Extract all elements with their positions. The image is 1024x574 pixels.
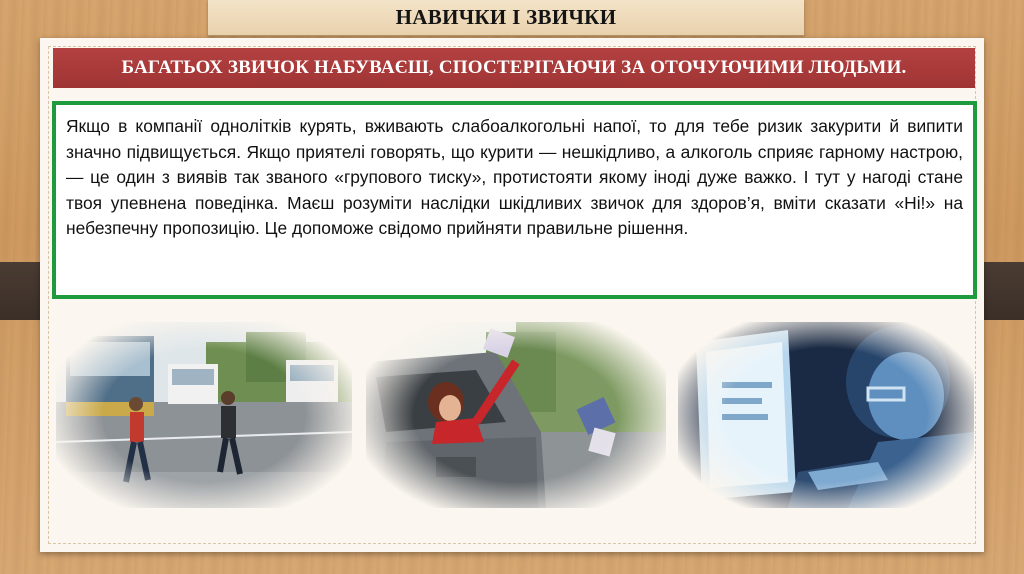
- slide-subtitle: БАГАТЬОХ ЗВИЧОК НАБУВАЄШ, СПОСТЕРІГАЮЧИ ЗА ОТОЧУЮЧИМИ ЛЮДЬМИ.: [121, 57, 907, 78]
- young-man-at-computer-photo: [678, 322, 974, 508]
- body-text: Якщо в компанії однолітків курять, вживають слабоалкогольні напої, то для тебе ризик закурити й випити значно підвищується. Якщо приятелі говорять, що курити — нешкідливо, а алкоголь сприяє гарному настрою, — це один з виявів так званого «групового тиску», протистояти якому іноді дуже важко. І тут у нагоді стане твоя упевнена поведінка. Маєш розуміти наслідки шкідливих звичок для здоров’я, вміти сказати «Ні!» на небезпечну пропозицію. Це допоможе свідомо прийняти правильне рішення.: [66, 116, 963, 239]
- subtitle-bar: [53, 48, 975, 88]
- girl-leaning-out-of-car-photo: [366, 322, 666, 508]
- teenagers-crossing-road-photo: [56, 322, 352, 508]
- title-tab: [208, 0, 804, 36]
- slide-title: НАВИЧКИ І ЗВИЧКИ: [395, 5, 617, 29]
- body-text-box: [52, 101, 977, 299]
